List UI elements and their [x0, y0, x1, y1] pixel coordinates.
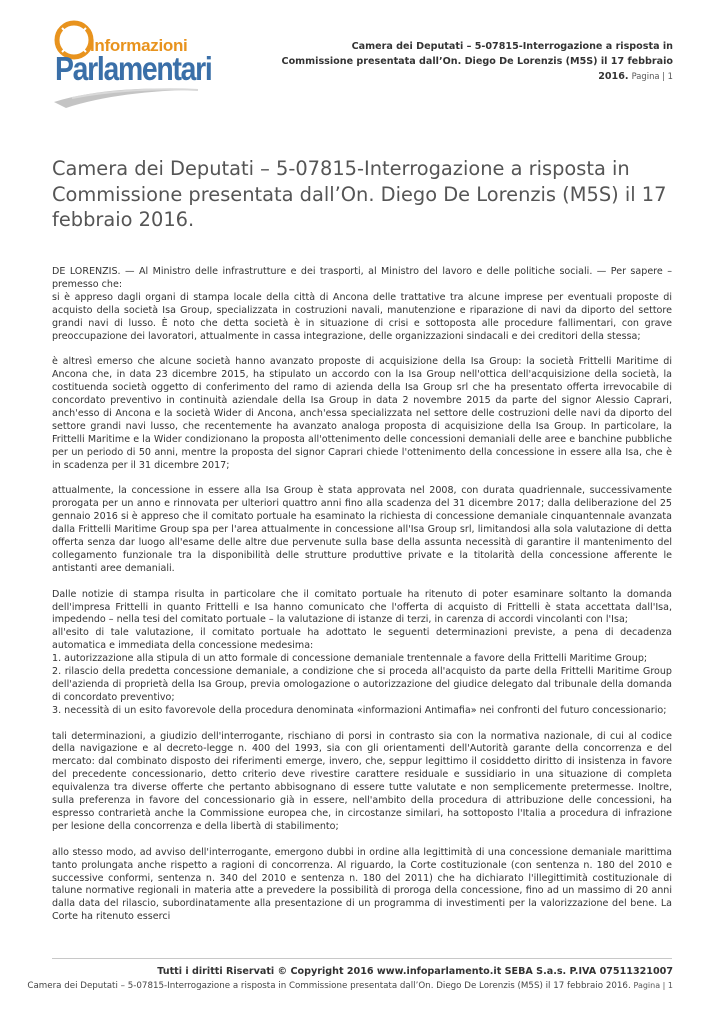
header-line-2: Commissione presentata dall’On. Diego De Lorenzis (M5S) il 17 febbraio [281, 55, 673, 67]
document-body [52, 266, 672, 937]
press-news-text: Dalle notizie di stampa risulta in particolare che il comitato portuale ha ritenuto di poter esaminare soltanto la domanda dell'impresa Frittelli in quanto Frittelli e Isa hanno comunicato che l'offerta di acquisto di Frittelli è stata accettata dall'Isa, impedendo – nella tesi del comitato portuale – la valutazione di istanze di terzi, in carenza di accordi vincolanti con l'Isa; [52, 588, 672, 626]
footer-title-text: Camera dei Deputati – 5-07815-Interrogazione a risposta in Commissione presentata dall’On. Diego De Lorenzis (M5S) il 17 febbraio 2016. [27, 981, 631, 991]
paragraph-premise [52, 266, 672, 343]
premise-text: si è appreso dagli organi di stampa locale della città di Ancona delle trattative tra alcune imprese per eventuali proposte di acquisto della società Isa Group, specializzata in costruzioni navali, manutenzione e riparazione di navi da diporto del settore grandi navi di lusso. È noto che detta società è in situazione di crisi e sottoposta alle procedure fallimentari, con grave preoccupazione dei lavoratori, attualmente in cassa integrazione, delle organizzazioni sindacali e dei creditori della stessa; [52, 291, 672, 342]
footer-divider [52, 958, 672, 959]
paragraph-constitutional-court: allo stesso modo, ad avviso dell'interrogante, emergono dubbi in ordine alla legittimità di una concessione demaniale marittima tanto prolungata anche rispetto a ragioni di concorrenza. Al riguardo, la Corte costituzionale (con sentenza n. 180 del 2010 e successive conformi, sentenza n. 340 del 2010 e sentenza n. 180 del 2011) che ha dichiarato l'illegittimità costituzionale di talune normative regionali in materia atte a prevedere la possibilità di proroga della concessione, fino ad un massimo di 20 anni dalla data del rilascio, subordinatamente alla presentazione di un programma di investimenti per la valorizzazione del bene. La Corte ha ritenuto esserci [52, 846, 672, 923]
determination-3: 3. necessità di un esito favorevole della procedura denominata «informazioni Antimafia» nei confronti del futuro concessionario; [52, 704, 667, 716]
footer-copyright: Tutti i diritti Riservati © Copyright 2016 www.infoparlamento.it SEBA S.a.s. P.IVA 07511321007 [157, 966, 673, 977]
determination-2: 2. rilascio della predetta concessione demaniale, a condizione che si proceda all'acquisto da parte della Frittelli Maritime Group dell'azienda di proprietà della Isa Group, previa omologazione o autorizzazione del giudice delegato dal tribunale della domanda di concordato preventivo; [52, 666, 672, 703]
paragraph-legal-opinion: tali determinazioni, a giudizio dell'interrogante, rischiano di porsi in contrasto sia con la normativa nazionale, di cui al codice della navigazione e al decreto-legge n. 400 del 1993, sia con gli orientamenti dell'Autorità garante della concorrenza e del mercato: dal combinato disposto dei riferimenti emerge, invero, che, seppur legittimo il cosiddetto diritto di insistenza in favore del precedente concessionario, detto criterio deve rivestire carattere residuale e sussidiario in una situazione di completa equivalenza tra diverse offerte che pertanto abbisognano di essere tutte valutate e non semplicemente pretermesse. Inoltre, sulla preferenza in favore del concessionario già in essere, nell'ambito della procedura di attribuzione delle concessioni, ha espresso contrarietà anche la Commissione europea che, in circostanze similari, ha sottoposto l'Italia a procedura di infrazione per lesione della concorrenza e della libertà di stabilimento; [52, 730, 672, 832]
header-document-title [273, 40, 673, 85]
footer-document-title [27, 981, 673, 991]
paragraph-proposals: è altresì emerso che alcune società hanno avanzato proposte di acquisizione della Isa Group: la società Frittelli Maritime di Ancona che, in data 23 dicembre 2015, ha stipulato un accordo con la Isa Group nell'ottica dell'acquisizione della società, la costituenda società oggetto di conferimento del ramo di azienda della Isa Group srl che ha presentato offerta irrevocabile di concordato preventivo in continuità aziendale della Isa Group in data 2 novembre 2015 da parte del signor Alessio Caprari, anch'esso di Ancona e la società Wider di Ancona, anch'essa specializzata nel settore delle costruzioni delle navi da diporto del settore grandi navi lusso, che recentemente ha avanzato analoga proposta di acquisizione della Isa Group. In particolare, la Frittelli Maritime e la Wider condizionano la proposta all'ottenimento delle concessioni demaniali delle aree e banchine pubbliche per un periodo di 50 anni, mentre la proposta del signor Caprari chiede l'ottenimento della concessione in essere alla Isa, che è in scadenza per il 31 dicembre 2017; [52, 356, 672, 471]
header-page-number: Pagina | 1 [631, 71, 673, 81]
determination-1: 1. autorizzazione alla stipula di un atto formale di concessione demaniale trentennale a favore della Frittelli Maritime Group; [52, 653, 648, 665]
footer-page-number: Pagina | 1 [633, 981, 673, 990]
logo-word-informazioni: Informazioni [90, 36, 188, 55]
paragraph-press-news [52, 589, 672, 718]
informazioni-parlamentari-logo [52, 16, 212, 108]
page-title: Camera dei Deputati – 5-07815-Interrogazione a risposta in Commissione presentata dall’On. Diego De Lorenzis (M5S) il 17 febbraio 2016. [52, 157, 667, 231]
premise-intro: DE LORENZIS. — Al Ministro delle infrastrutture e dei trasporti, al Ministro del lavoro e delle politiche sociali. — Per sapere – premesso che: [52, 266, 672, 290]
header-line-1: Camera dei Deputati – 5-07815-Interrogazione a risposta in [351, 41, 673, 52]
paragraph-concession: attualmente, la concessione in essere alla Isa Group è stata approvata nel 2008, con durata quadriennale, successivamente prorogata per un anno e rinnovata per ulteriori quattro anni fino alla scadenza del 31 dicembre 2017; dalla deliberazione del 25 gennaio 2016 si è appreso che il comitato portuale ha esaminato la richiesta di concessione demaniale cinquantennale avanzata dalla Frittelli Maritime Group spa per l'area attualmente in concessione all'Isa Group srl, limitandosi alla sola valutazione di detta offerta senza dar luogo all'esame delle altre due pervenute sulla base della assunta necessità di garantire il mantenimento del collegamento funzionale tra la disponibilità delle strutture produttive private e la titolarità della concessione afferente le antistanti aree demaniali. [52, 485, 672, 574]
header-line-3: 2016. [598, 71, 629, 82]
logo-word-parlamentari: Parlamentari [55, 50, 212, 87]
evaluation-text: all'esito di tale valutazione, il comitato portuale ha adottato le seguenti determinazioni previste, a pena di decadenza automatica e immediata della concessione medesima: [52, 627, 672, 652]
